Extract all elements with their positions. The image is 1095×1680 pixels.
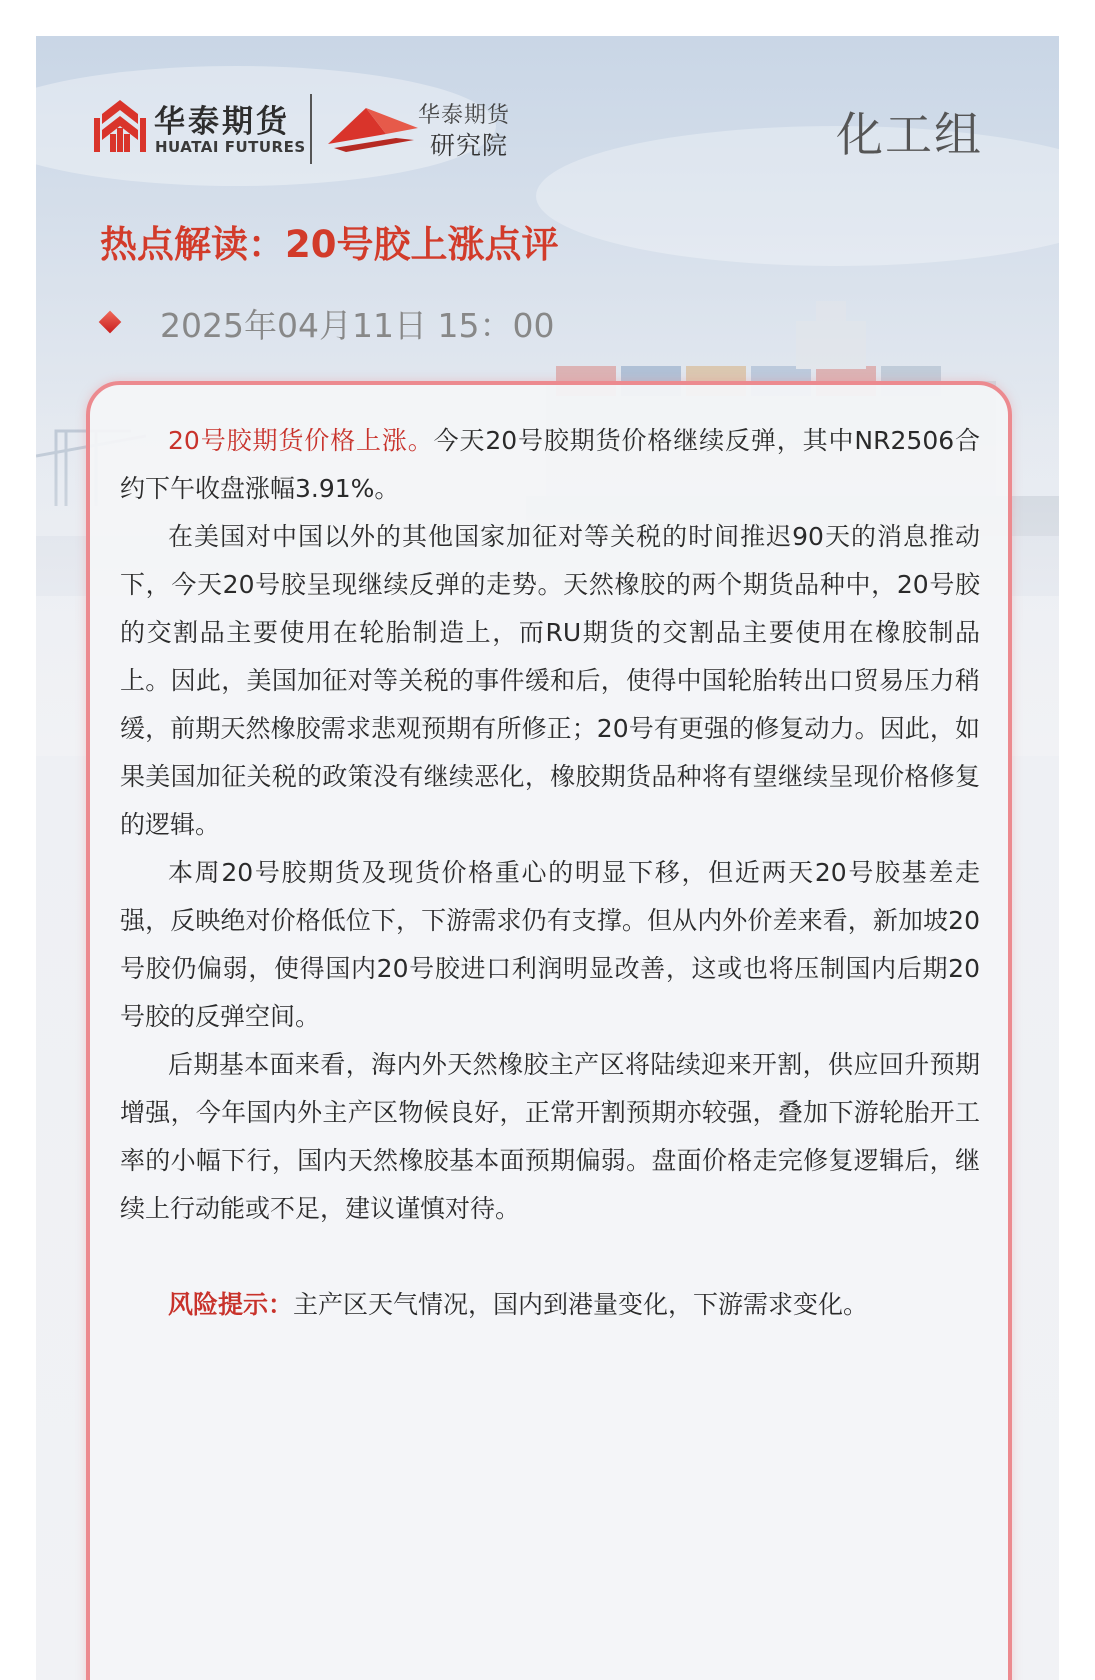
risk-label: 风险提示： — [168, 1290, 294, 1319]
research-institute-logo-icon — [326, 98, 420, 156]
institute-name-line1: 华泰期货 — [418, 103, 511, 128]
publish-datetime: 2025年04月11日 15：00 — [160, 306, 555, 345]
article-title: 热点解读：20号胶上涨点评 — [100, 223, 559, 266]
huatai-futures-logo-icon — [92, 98, 148, 154]
paragraph-2: 在美国对中国以外的其他国家加征对等关税的时间推迟90天的消息推动下，今天20号胶呈现继续反弹的走势。天然橡胶的两个期货品种中，20号胶的交割品主要使用在轮胎制造上，而RU期货的交割品主要使用在橡胶制品上。因此，美国加征对等关税的事件缓和后，使得中国轮胎转出口贸易压力稍缓，前期天然橡胶需求悲观预期有所修正；20号有更强的修复动力。因此，如果美国加征关税的政策没有继续恶化，橡胶期货品种将有望继续呈现价格修复的逻辑。 — [120, 522, 980, 839]
paragraph-1-lead: 20号胶期货价格上涨。 — [168, 426, 434, 455]
paragraph-4: 后期基本面来看，海内外天然橡胶主产区将陆续迎来开割，供应回升预期增强，今年国内外主产区物候良好，正常开割预期亦较强，叠加下游轮胎开工率的小幅下行，国内天然橡胶基本面预期偏弱。盘面价格走完修复逻辑后，继续上行动能或不足，建议谨慎对待。 — [120, 1050, 980, 1223]
brand-name-cn: 华泰期货 — [154, 104, 290, 140]
risk-note — [120, 1281, 980, 1329]
brand-name-en: HUATAI FUTURES — [155, 138, 306, 156]
institute-name-line2: 研究院 — [430, 131, 509, 160]
header — [36, 36, 1059, 416]
paragraph-1 — [120, 417, 980, 513]
risk-text: 主产区天气情况，国内到港量变化，下游需求变化。 — [293, 1290, 869, 1319]
group-label: 化工组 — [836, 108, 983, 163]
paragraph-3: 本周20号胶期货及现货价格重心的明显下移，但近两天20号胶基差走强，反映绝对价格低位下，下游需求仍有支撑。但从内外价差来看，新加坡20号胶仍偏弱，使得国内20号胶进口利润明显改善，这或也将压制国内后期20号胶的反弹空间。 — [120, 858, 980, 1031]
logo-divider — [310, 94, 312, 164]
paragraph-1-text: 今天20号胶期货价格继续反弹，其中NR2506合约下午收盘涨幅3.91%。 — [120, 426, 981, 503]
diamond-bullet-icon — [99, 311, 122, 334]
article-card — [36, 36, 1059, 1680]
article-body — [120, 417, 980, 1329]
